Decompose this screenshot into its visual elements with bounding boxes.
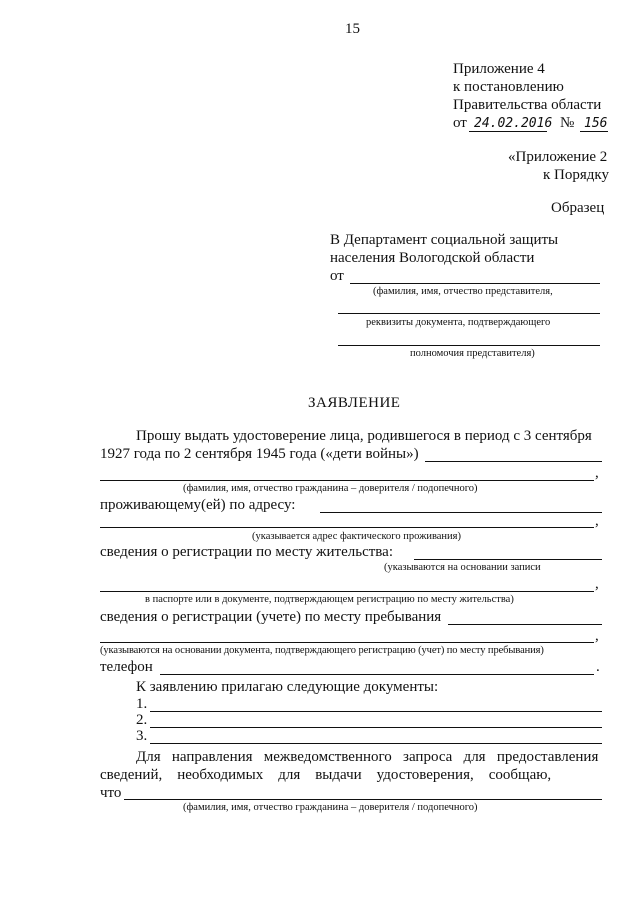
attach-item3-num: 3.: [136, 728, 148, 744]
attach-item2-field[interactable]: [150, 727, 602, 728]
hint-registration1: (указываются на основании записи: [384, 562, 541, 573]
phone-label: телефон: [100, 659, 153, 675]
hint-registration2: в паспорте или в документе, подтверждающем регистрацию по месту жительства): [145, 594, 514, 605]
phone-field[interactable]: [160, 674, 594, 675]
page-number: 15: [345, 21, 360, 37]
comma-3: ,: [595, 576, 599, 592]
date-underline: [469, 131, 547, 132]
addressee-from-label: от: [330, 268, 344, 284]
attach-item3-field[interactable]: [150, 743, 602, 744]
addressee-line1: В Департамент социальной защиты: [330, 232, 559, 248]
addressee-hint2: реквизиты документа, подтверждающего: [366, 317, 551, 328]
address-field2[interactable]: [100, 527, 594, 528]
address-label: проживающему(ей) по адресу:: [100, 497, 296, 513]
fio-field-tail[interactable]: [425, 461, 602, 462]
comma-1: ,: [595, 465, 599, 481]
comma-2: ,: [595, 513, 599, 529]
document-title: ЗАЯВЛЕНИЕ: [308, 395, 401, 411]
sample-label: Образец: [551, 200, 605, 216]
attach-item1-num: 1.: [136, 696, 148, 712]
request-line1: Прошу выдать удостоверение лица, родившегося в период с 3 сентября: [136, 428, 592, 444]
appendix-line3: Правительства области: [453, 97, 602, 113]
appendix-line1: Приложение 4: [453, 61, 545, 77]
attach-item2-num: 2.: [136, 712, 148, 728]
addressee-field3[interactable]: [338, 345, 600, 346]
appendix-date: 24.02.2016: [474, 116, 553, 131]
addressee-hint3: полномочия представителя): [410, 348, 535, 359]
hint-address: (указывается адрес фактического проживания): [252, 531, 461, 542]
appendix-line2: к постановлению: [453, 79, 564, 95]
phone-period: .: [596, 659, 600, 675]
interagency-field[interactable]: [124, 799, 602, 800]
interagency-line2: сведений, необходимых для выдачи удостоверения, сообщаю,: [100, 767, 552, 783]
interagency-line1: Для направления межведомственного запроса для предоставления: [136, 749, 599, 765]
registration-label: сведения о регистрации по месту жительства:: [100, 544, 393, 560]
comma-4: ,: [595, 628, 599, 644]
registration-field2[interactable]: [100, 591, 594, 592]
addressee-from-field[interactable]: [350, 283, 600, 284]
hint-fio: (фамилия, имя, отчество гражданина – доверителя / подопечного): [183, 483, 478, 494]
stay-field[interactable]: [448, 624, 602, 625]
appendix-number-label: №: [560, 115, 575, 131]
interagency-line3: что: [100, 785, 122, 801]
stay-field2[interactable]: [100, 642, 594, 643]
addressee-line2: населения Вологодской области: [330, 250, 535, 266]
hint-fio2: (фамилия, имя, отчество гражданина – доверителя / подопечного): [183, 802, 478, 813]
address-field[interactable]: [320, 512, 602, 513]
attach-label: К заявлению прилагаю следующие документы:: [136, 679, 439, 695]
appendix-from-label: от: [453, 115, 467, 131]
request-line2: 1927 года по 2 сентября 1945 года («дети войны»): [100, 446, 419, 462]
addressee-field2[interactable]: [338, 313, 600, 314]
appendix-number: 156: [584, 116, 608, 131]
attach-item1-field[interactable]: [150, 711, 602, 712]
registration-field[interactable]: [414, 559, 602, 560]
addressee-hint1: (фамилия, имя, отчество представителя,: [373, 286, 553, 297]
number-underline: [580, 131, 608, 132]
appendix2-line1: «Приложение 2: [508, 149, 608, 165]
appendix2-line2: к Порядку: [543, 167, 609, 183]
fio-field[interactable]: [100, 480, 594, 481]
stay-label: сведения о регистрации (учете) по месту пребывания: [100, 609, 442, 625]
hint-stay: (указываются на основании документа, подтверждающего регистрацию (учет) по месту пребывания): [100, 645, 544, 656]
